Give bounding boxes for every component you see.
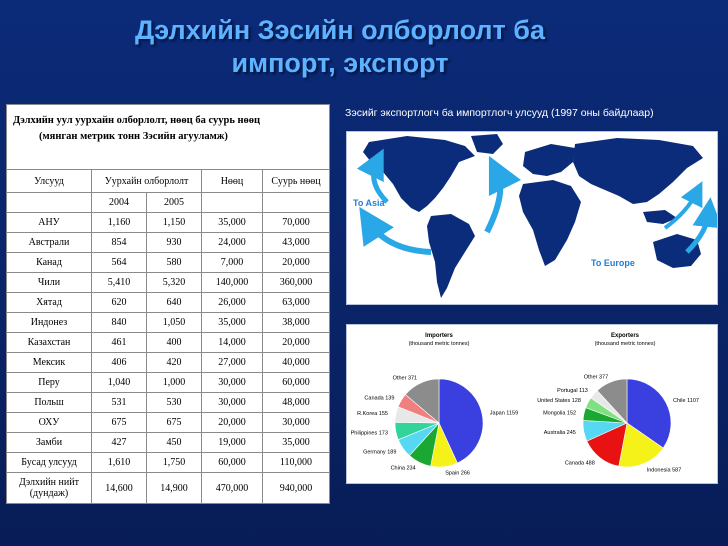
- table-row: [7, 353, 330, 373]
- value-cell: 360,000: [263, 273, 330, 293]
- pie-slice-label: Other 371: [392, 375, 418, 382]
- table-row: [7, 453, 330, 473]
- value-cell: 450: [147, 433, 202, 453]
- pie-slice-label: Chile 1107: [673, 397, 699, 404]
- country-cell: ОХУ: [7, 413, 92, 433]
- value-cell: 43,000: [263, 233, 330, 253]
- col-header-reserve-base: Суурь нөөц: [263, 170, 330, 193]
- pie-slice-label: Germany 189: [363, 449, 397, 456]
- value-cell: 930: [147, 233, 202, 253]
- map-label-to-europe: To Europe: [591, 258, 635, 268]
- value-cell: 1,160: [92, 213, 147, 233]
- table-header-line-1: Дэлхийн уул уурхайн олборлолт, нөөц ба суурь нөөц: [13, 115, 261, 126]
- value-cell: 20,000: [263, 333, 330, 353]
- arrow-south-america-pacific: [369, 222, 431, 252]
- value-cell: 580: [147, 253, 202, 273]
- country-cell: АНУ: [7, 213, 92, 233]
- value-cell: 530: [147, 393, 202, 413]
- country-cell: Хятад: [7, 293, 92, 313]
- pie-subtitle: (thousand metric tonnes): [408, 341, 470, 347]
- total-cell: 14,900: [147, 473, 202, 504]
- value-cell: 840: [92, 313, 147, 333]
- total-cell: 470,000: [202, 473, 263, 504]
- arrow-atlantic: [487, 172, 500, 232]
- table-row: [7, 413, 330, 433]
- value-cell: 35,000: [202, 313, 263, 333]
- asia-shape: [573, 138, 703, 204]
- value-cell: 19,000: [202, 433, 263, 453]
- pie-slice-label: R.Korea 155: [357, 411, 389, 418]
- value-cell: 7,000: [202, 253, 263, 273]
- map-label-to-asia: To Asia: [353, 198, 385, 208]
- world-map-svg: [347, 132, 717, 304]
- pie-slice-label: Other 377: [583, 374, 609, 381]
- value-cell: 400: [147, 333, 202, 353]
- value-cell: 35,000: [202, 213, 263, 233]
- country-cell: Польш: [7, 393, 92, 413]
- pie-slice-label: Canada 139: [364, 395, 395, 402]
- value-cell: 1,050: [147, 313, 202, 333]
- country-cell: Мексик: [7, 353, 92, 373]
- year-2005: 2005: [147, 193, 202, 213]
- table-header-line-2: (мянган метрик тонн Зэсийн агууламж): [39, 131, 228, 142]
- country-cell: Австрали: [7, 233, 92, 253]
- value-cell: 675: [92, 413, 147, 433]
- pie-slice-label: Canada 488: [564, 460, 595, 467]
- country-cell: Чили: [7, 273, 92, 293]
- value-cell: 640: [147, 293, 202, 313]
- total-cell: 940,000: [263, 473, 330, 504]
- slide-title-line-1: Дэлхийн Зэсийн олборлолт ба: [135, 15, 545, 45]
- year-row-blank: [7, 193, 92, 213]
- value-cell: 1,610: [92, 453, 147, 473]
- value-cell: 461: [92, 333, 147, 353]
- total-cell: 14,600: [92, 473, 147, 504]
- value-cell: 854: [92, 233, 147, 253]
- copper-table-container: [6, 104, 330, 504]
- total-label-line-2: (дундаж): [29, 488, 69, 499]
- col-header-mine-production: Уурхайн олборлолт: [92, 170, 202, 193]
- pie-slice-label: China 234: [390, 465, 416, 472]
- value-cell: 5,410: [92, 273, 147, 293]
- value-cell: 5,320: [147, 273, 202, 293]
- value-cell: 48,000: [263, 393, 330, 413]
- trade-pie-charts: [346, 324, 718, 484]
- country-cell: Замби: [7, 433, 92, 453]
- value-cell: 564: [92, 253, 147, 273]
- value-cell: 14,000: [202, 333, 263, 353]
- copper-production-table: [6, 104, 330, 504]
- total-label-line-1: Дэлхийн нийт: [19, 477, 79, 488]
- africa-shape: [519, 180, 581, 266]
- table-row: [7, 213, 330, 233]
- slide-title: [60, 14, 620, 80]
- australia-shape: [653, 234, 701, 268]
- table-row: [7, 293, 330, 313]
- value-cell: 30,000: [202, 393, 263, 413]
- pie-slice-label: Japan 1159: [489, 410, 519, 417]
- total-label: [7, 473, 92, 504]
- value-cell: 110,000: [263, 453, 330, 473]
- value-cell: 27,000: [202, 353, 263, 373]
- value-cell: 1,040: [92, 373, 147, 393]
- year-2004: 2004: [92, 193, 147, 213]
- pie-title: Importers: [425, 333, 453, 339]
- table-row: [7, 333, 330, 353]
- value-cell: 1,150: [147, 213, 202, 233]
- pie-slice-label: Indonesia 587: [646, 467, 682, 474]
- country-cell: Казахстан: [7, 333, 92, 353]
- pie-slice-label: Portugal 113: [557, 388, 588, 395]
- trade-caption: Зэсийг экспортлогч ба импортлогч улсууд (1997 оны байдлаар): [345, 107, 654, 119]
- pie-subtitle: (thousand metric tonnes): [594, 341, 656, 347]
- col-header-country: Улсууд: [7, 170, 92, 193]
- value-cell: 30,000: [202, 373, 263, 393]
- table-row: [7, 433, 330, 453]
- value-cell: 60,000: [263, 373, 330, 393]
- value-cell: 24,000: [202, 233, 263, 253]
- year-row-blank: [202, 193, 263, 213]
- arrow-asia-pacific: [665, 192, 697, 228]
- table-row: [7, 313, 330, 333]
- value-cell: 26,000: [202, 293, 263, 313]
- value-cell: 1,000: [147, 373, 202, 393]
- value-cell: 620: [92, 293, 147, 313]
- value-cell: 20,000: [263, 253, 330, 273]
- value-cell: 675: [147, 413, 202, 433]
- pie-title: Exporters: [610, 333, 640, 339]
- table-row: [7, 273, 330, 293]
- table-row: [7, 373, 330, 393]
- country-cell: Канад: [7, 253, 92, 273]
- value-cell: 427: [92, 433, 147, 453]
- value-cell: 1,750: [147, 453, 202, 473]
- pie-charts-svg: [347, 325, 717, 483]
- value-cell: 20,000: [202, 413, 263, 433]
- europe-shape: [523, 144, 575, 176]
- value-cell: 531: [92, 393, 147, 413]
- greenland-shape: [471, 134, 503, 154]
- year-row-blank: [263, 193, 330, 213]
- value-cell: 30,000: [263, 413, 330, 433]
- south-america-shape: [427, 214, 475, 298]
- country-cell: Индонез: [7, 313, 92, 333]
- pie-slice-label: Mongolia 152: [543, 410, 577, 417]
- country-cell: Перу: [7, 373, 92, 393]
- pie-slice-label: United States 128: [537, 397, 581, 404]
- value-cell: 38,000: [263, 313, 330, 333]
- trade-flow-map: [346, 131, 718, 305]
- value-cell: 60,000: [202, 453, 263, 473]
- value-cell: 70,000: [263, 213, 330, 233]
- value-cell: 40,000: [263, 353, 330, 373]
- value-cell: 35,000: [263, 433, 330, 453]
- table-row: [7, 393, 330, 413]
- slide-title-line-2: импорт, экспорт: [231, 48, 449, 78]
- table-row: [7, 253, 330, 273]
- value-cell: 140,000: [202, 273, 263, 293]
- value-cell: 420: [147, 353, 202, 373]
- table-header: [7, 105, 330, 170]
- value-cell: 63,000: [263, 293, 330, 313]
- table-row: [7, 233, 330, 253]
- pie-slice-label: Spain 266: [445, 470, 470, 477]
- pie-slice-label: Australia 245: [543, 430, 576, 437]
- pie-slice-label: Philippines 173: [350, 430, 388, 437]
- col-header-reserves: Нөөц: [202, 170, 263, 193]
- value-cell: 406: [92, 353, 147, 373]
- country-cell: Бусад улсууд: [7, 453, 92, 473]
